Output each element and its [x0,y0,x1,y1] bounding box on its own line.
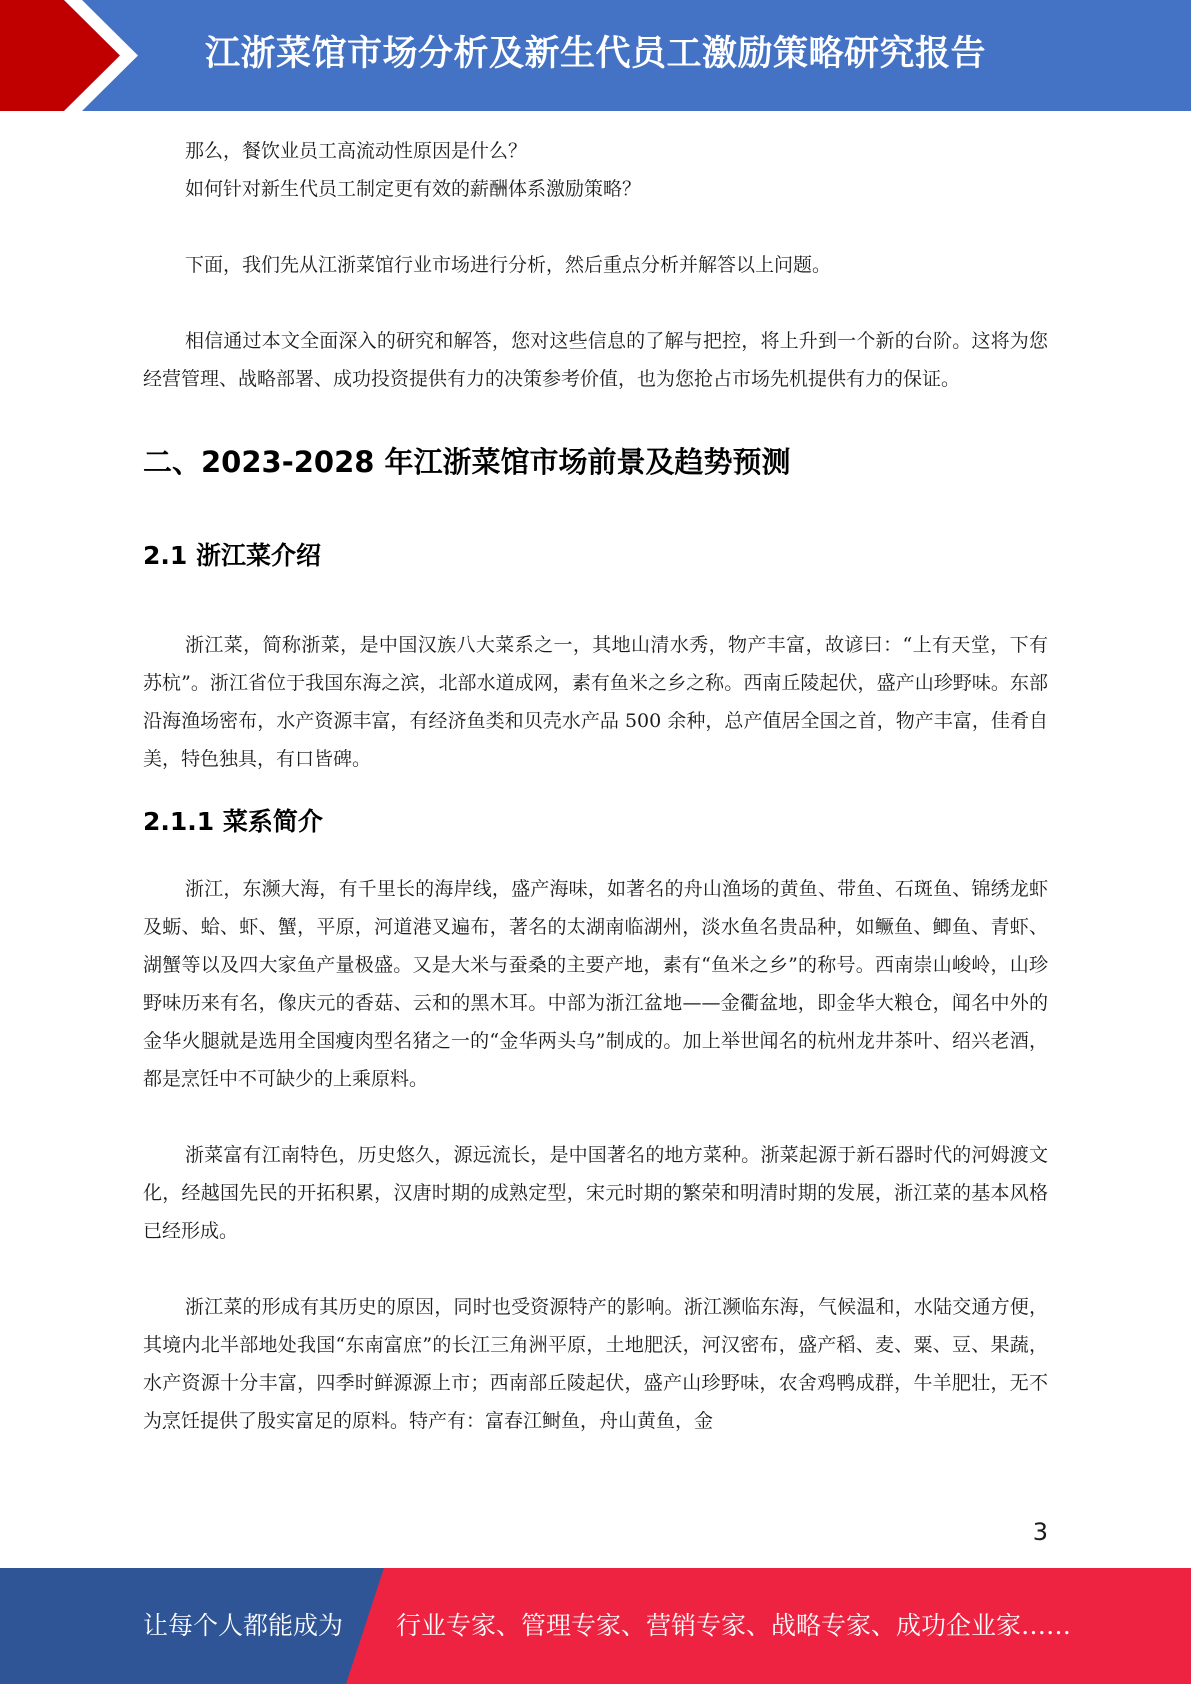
footer-slogan-left: 让每个人都能成为 [143,1611,344,1640]
subsection-heading-2-1: 2.1 浙江菜介绍 [143,541,321,570]
page-footer [0,1568,1191,1684]
paragraph-2-1-1-b: 浙菜富有江南特色，历史悠久，源远流长，是中国著名的地方菜种。浙菜起源于新石器时代的河姆渡文化，经越国先民的开拓积累，汉唐时期的成熟定型，宋元时期的繁荣和明清时期的发展，浙江菜的基本风格已经形成。 [143,1144,1048,1242]
paragraph-2-1-1-c: 浙江菜的形成有其历史的原因，同时也受资源特产的影响。浙江濒临东海，气候温和，水陆交通方便，其境内北半部地处我国“东南富庶”的长江三角洲平原，土地肥沃，河汉密布，盛产稻、麦、粟、豆、果蔬，水产资源十分丰富，四季时鲜源源上市；西南部丘陵起伏，盛产山珍野味，农舍鸡鸭成群，牛羊肥壮，无不为烹饪提供了殷实富足的原料。特产有：富春江鲥鱼，舟山黄鱼，金 [143,1296,1048,1432]
intro-paragraph-1: 下面，我们先从江浙菜馆行业市场进行分析，然后重点分析并解答以上问题。 [185,254,832,276]
footer-slogan-right: 行业专家、管理专家、营销专家、战略专家、成功企业家…… [396,1611,1072,1640]
paragraph-2-1-1-a: 浙江，东濒大海，有千里长的海岸线，盛产海味，如著名的舟山渔场的黄鱼、带鱼、石斑鱼、锦绣龙虾及蛎、蛤、虾、蟹，平原，河道港叉遍布，著名的太湖南临湖州，淡水鱼名贵品种，如鳜鱼、鲫鱼、青虾、湖蟹等以及四大家鱼产量极盛。又是大米与蚕桑的主要产地，素有“鱼米之乡”的称号。西南崇山峻岭，山珍野味历来有名，像庆元的香菇、云和的黑木耳。中部为浙江盆地——金衢盆地，即金华大粮仓，闻名中外的金华火腿就是选用全国瘦肉型名猪之一的“金华两头乌”制成的。加上举世闻名的杭州龙井茶叶、绍兴老酒，都是烹饪中不可缺少的上乘原料。 [143,878,1048,1090]
section-heading-2: 二、2023-2028 年江浙菜馆市场前景及趋势预测 [143,445,791,479]
header-title: 江浙菜馆市场分析及新生代员工激励策略研究报告 [205,34,987,74]
subsection-heading-2-1-1: 2.1.1 菜系简介 [143,807,323,836]
paragraph-2-1: 浙江菜，简称浙菜，是中国汉族八大菜系之一，其地山清水秀，物产丰富，故谚曰：“上有天堂，下有苏杭”。浙江省位于我国东海之滨，北部水道成网，素有鱼米之乡之称。西南丘陵起伏，盛产山珍野味。东部沿海渔场密布，水产资源丰富，有经济鱼类和贝壳水产品 500 余种，总产值居全国之首，物产丰富，佳肴自美，特色独具，有口皆碑。 [143,634,1048,770]
header-chevron-icon [0,0,160,111]
document-body [143,132,1048,1440]
page-header [0,0,1191,111]
intro-question-2: 如何针对新生代员工制定更有效的薪酬体系激励策略？ [185,178,642,200]
intro-paragraph-2: 相信通过本文全面深入的研究和解答，您对这些信息的了解与把控，将上升到一个新的台阶。这将为您经营管理、战略部署、成功投资提供有力的决策参考价值，也为您抢占市场先机提供有力的保证。 [143,330,1048,390]
page-number: 3 [1032,1518,1048,1546]
intro-question-1: 那么，餐饮业员工高流动性原因是什么？ [185,140,528,162]
